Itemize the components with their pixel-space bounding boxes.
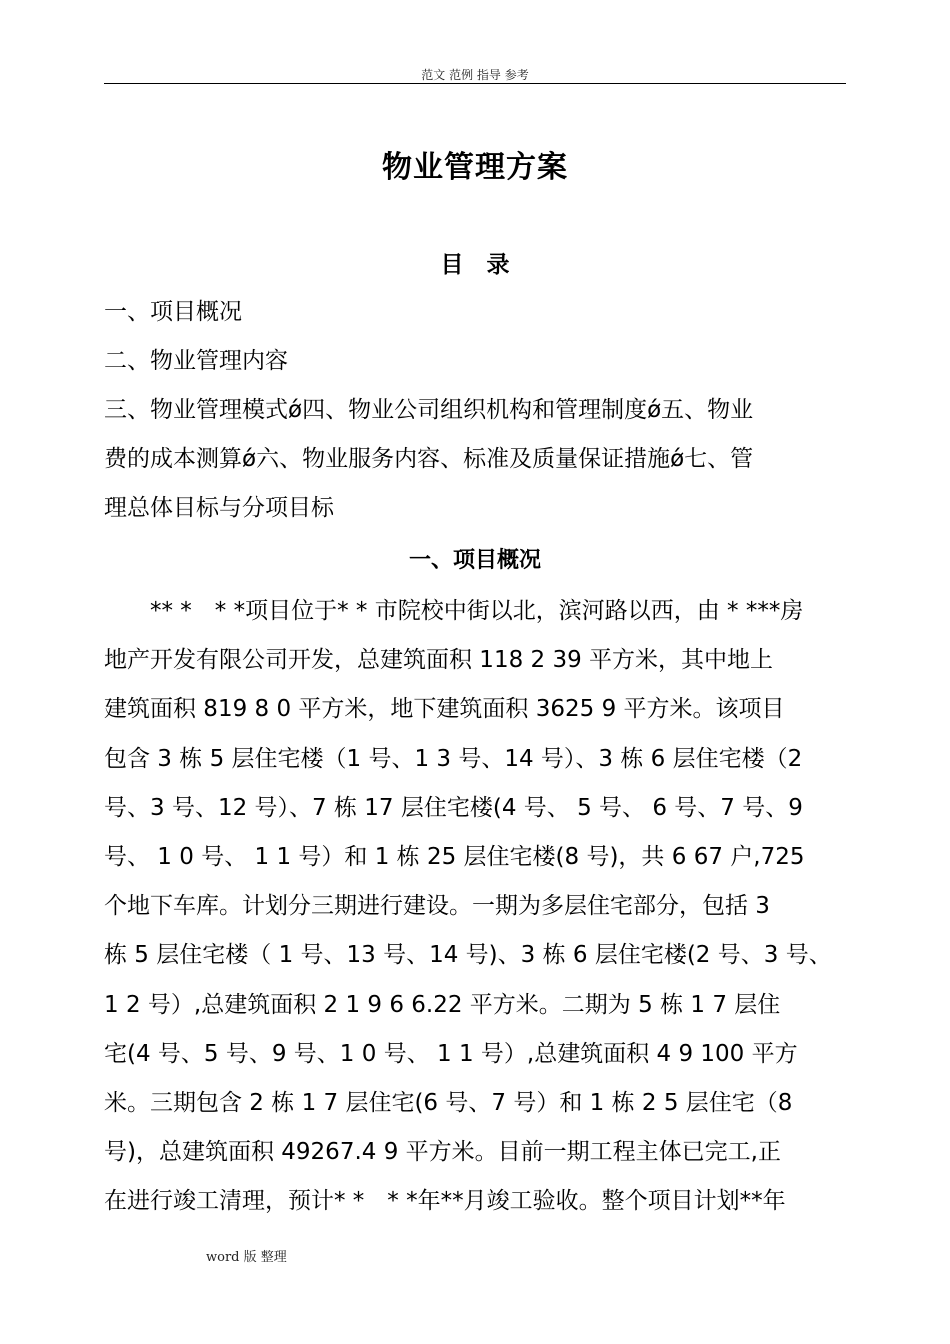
body-line: 米。三期包含 2 栋 1 7 层住宅(6 号、7 号）和 1 栋 2 5 层住宅（8 [104, 1090, 793, 1117]
body-line: 在进行竣工清理，预计* * * *年**月竣工验收。整个项目计划**年 [104, 1188, 786, 1215]
toc-item[interactable]: 理总体目标与分项目标 [104, 495, 334, 521]
body-line: 1 2 号）,总建筑面积 2 1 9 6 6.22 平方米。二期为 5 栋 1 7 层住 [104, 991, 781, 1018]
body-line: 个地下车库。计划分三期进行建设。一期为多层住宅部分，包括 3 [104, 893, 770, 920]
toc-item[interactable]: 费的成本测算ǿ六、物业服务内容、标准及质量保证措施ǿ七、管 [104, 446, 754, 472]
document-title: 物业管理方案 [382, 150, 568, 185]
table-of-contents [104, 288, 846, 533]
header-divider [104, 83, 846, 84]
section-heading: 一、项目概况 [408, 548, 541, 573]
body-line: 栋 5 层住宅楼（ 1 号、13 号、14 号)、3 栋 6 层住宅楼(2 号、3 号、 [104, 942, 832, 969]
toc-heading: 目 录 [440, 252, 510, 278]
body-line: 包含 3 栋 5 层住宅楼（1 号、1 3 号、14 号）、3 栋 6 层住宅楼（2 [104, 745, 803, 772]
toc-item[interactable]: 一、项目概况 [104, 299, 242, 325]
toc-item[interactable]: 二、物业管理内容 [104, 348, 288, 374]
toc-item[interactable]: 三、物业管理模式ǿ四、物业公司组织机构和管理制度ǿ五、物业 [104, 397, 754, 423]
section-body [104, 587, 862, 1227]
body-line: 建筑面积 819 8 0 平方米，地下建筑面积 3625 9 平方米。该项目 [104, 696, 785, 723]
page-footer: word 版 整理 [206, 1250, 287, 1265]
page-header: 范文 范例 指导 参考 [421, 68, 529, 82]
body-line: 号、3 号、12 号）、7 栋 17 层住宅楼(4 号、 5 号、 6 号、7 号、9 [104, 794, 803, 821]
body-line: 号)，总建筑面积 49267.4 9 平方米。目前一期工程主体已完工,正 [104, 1139, 781, 1166]
body-line: 地产开发有限公司开发，总建筑面积 118 2 39 平方米，其中地上 [104, 647, 774, 674]
body-line: ** * * *项目位于* * 市院校中街以北，滨河路以西，由 * ***房 [104, 598, 804, 624]
body-line: 号、 1 0 号、 1 1 号）和 1 栋 25 层住宅楼(8 号)，共 6 67 户,725 [104, 844, 805, 871]
body-line: 宅(4 号、5 号、9 号、1 0 号、 1 1 号）,总建筑面积 4 9 100 平方 [104, 1040, 798, 1067]
